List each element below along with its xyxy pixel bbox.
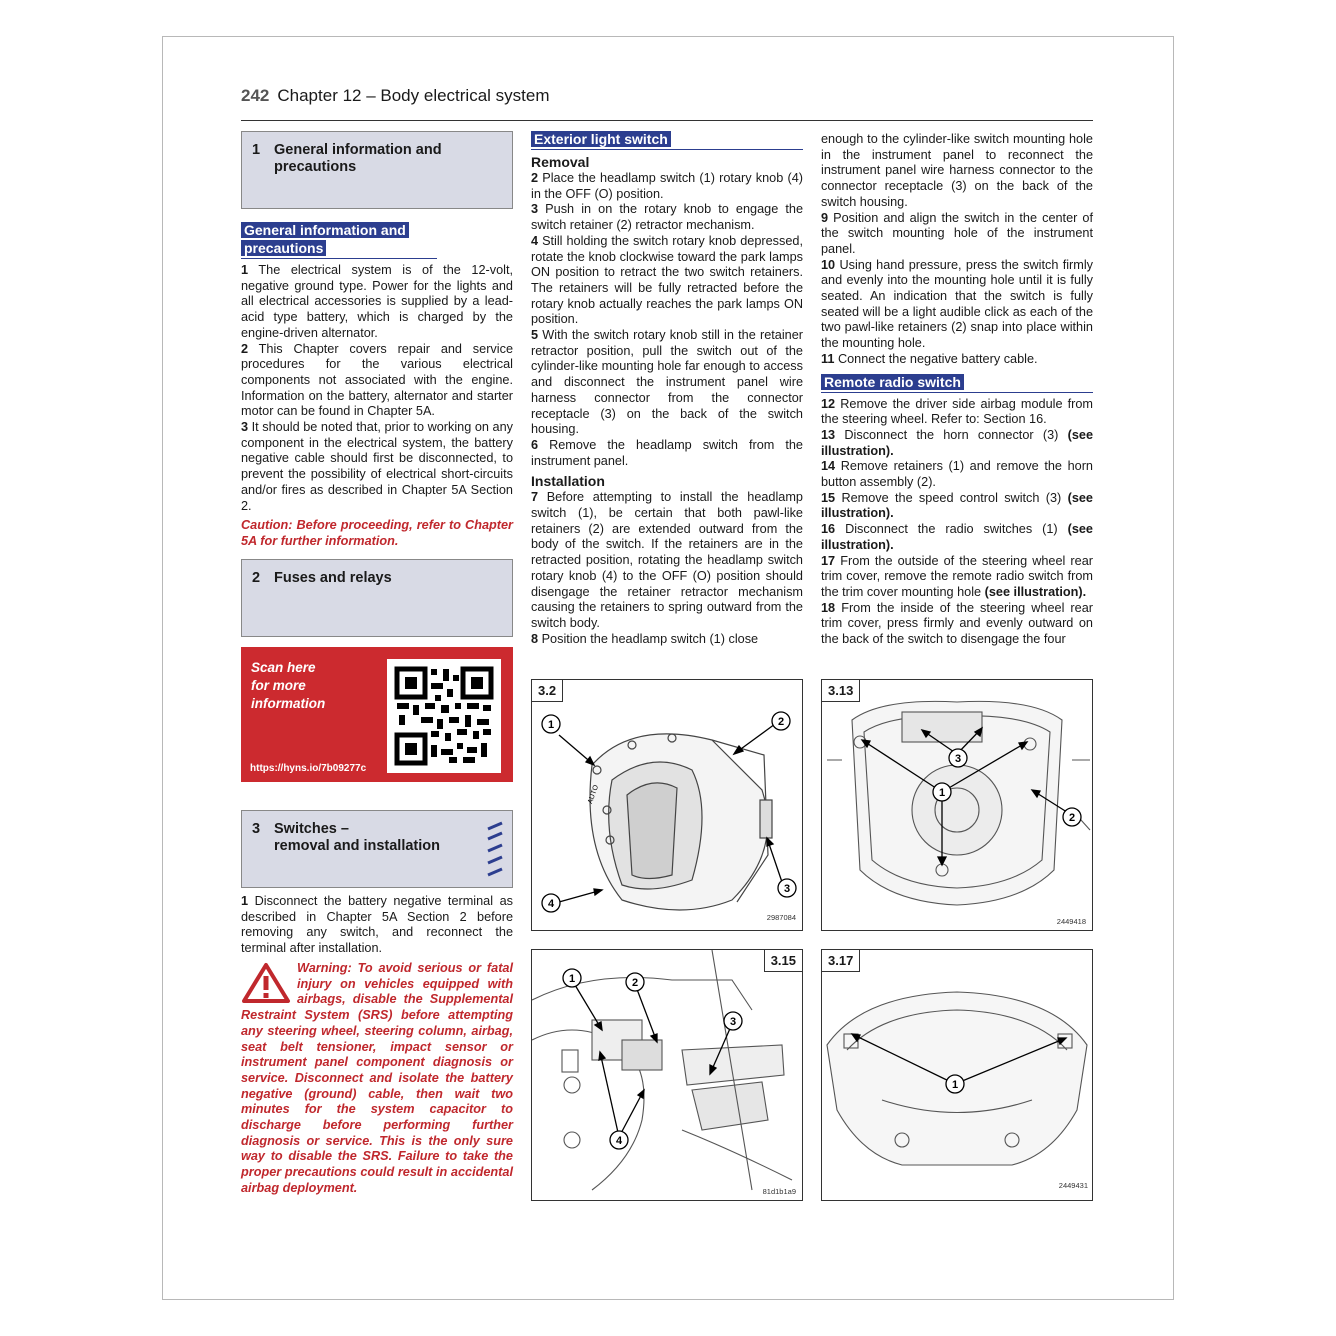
callout-3: 3 — [954, 753, 962, 765]
callout-3: 3 — [783, 883, 791, 895]
paragraph: 1 Disconnect the battery negative terminal as described in Chapter 5A Section 2 before removing any switch, and reconnect the terminal after installation. — [241, 894, 513, 956]
section-3-box: 3 Switches – removal and installation — [241, 810, 513, 888]
warning-text: Warning: To avoid serious or fatal injury on vehicles equipped with airbags, disable the Supplemental Restraint System (SRS) before attempting any steering wheel, steering column, airbag, seat belt tensioner, impact sensor or instrument panel component diagnosis or service. Disconnect and isolate the battery negative (ground) cable, then wait two minutes for the system capacitor to discharge before performing further diagnosis or service. This is the only sure way to disable the SRS. Failure to take the proper precautions could result in accidental airbag deployment. — [241, 961, 513, 1195]
figure-label: 3.17 — [821, 949, 860, 972]
paragraph: 14 Remove retainers (1) and remove the horn button assembly (2). — [821, 459, 1093, 490]
qr-panel[interactable] — [241, 647, 513, 782]
paragraph: 9 Position and align the switch in the center of the switch mounting hole of the instrument panel. — [821, 210, 1094, 256]
auto-label: AUTO — [586, 784, 601, 805]
paragraph: 5 With the switch rotary knob still in the retainer retractor position, pull the switch out of the cylinder-like mounting hole far enough to access and disconnect the instrument panel wire harness connector from the connector receptacle (3) on the back of the switch housing. — [531, 328, 804, 437]
callout-4: 4 — [547, 898, 555, 910]
page-header — [241, 86, 1093, 121]
trim-cover-drawing — [822, 950, 1093, 1201]
tools-icon — [484, 819, 506, 883]
figure-code: 81d1b1a9 — [762, 1187, 796, 1196]
section-number: 3 — [252, 821, 261, 837]
caution-note: Caution: Before proceeding, refer to Chapter 5A for further information. — [241, 518, 513, 548]
section-number: 1 — [252, 142, 261, 158]
figure-code: 2449418 — [1056, 917, 1086, 926]
col3-text — [821, 132, 1093, 648]
paragraph: 10 Using hand pressure, press the switch firmly and evenly into the mounting hole until it is fully seated. An indication that the switch is fully seated will be a light audible click as each of the two pawl-like retainers (2) snap into place within the mounting hole. — [821, 257, 1093, 351]
callout-1: 1 — [547, 719, 555, 731]
figure-label: 3.15 — [764, 949, 803, 972]
paragraph: 18 From the inside of the steering wheel rear trim cover, press firmly and evenly outward on the back of the switch to disengage the four — [821, 600, 1093, 647]
paragraph: 16 Disconnect the radio switches (1) (see illustration). — [821, 522, 1093, 552]
callout-1: 1 — [951, 1079, 959, 1091]
section-number: 2 — [252, 570, 261, 586]
qr-code-icon[interactable] — [387, 659, 501, 773]
paragraph: 13 Disconnect the horn connector (3) (see illustration). — [821, 427, 1094, 458]
paragraph: 17 From the outside of the steering wheel rear trim cover, remove the remote radio switch from the trim cover mounting hole (see illustration). — [821, 553, 1093, 599]
callout-1: 1 — [938, 787, 946, 799]
callout-2: 2 — [1068, 812, 1076, 824]
section-title: Fuses and relays — [274, 570, 392, 586]
paragraph: 2 This Chapter covers repair and service procedures for the various electrical components not associated with the engine. Information on the battery, alternator and starter motor can be found in Chapter 5A. — [241, 341, 513, 419]
headlamp-switch-drawing — [532, 680, 803, 931]
steering-column-switch-drawing — [532, 950, 803, 1201]
scan-text: Scan here for more information — [251, 660, 326, 711]
figure-3-17 — [821, 949, 1093, 1201]
callout-2: 2 — [631, 977, 639, 989]
subsection-heading: General information and precautions — [241, 222, 409, 256]
callout-3: 3 — [729, 1016, 737, 1028]
paragraph: enough to the cylinder-like switch mounting hole in the instrument panel to reconnect the instrument panel wire harness connector to the connector receptacle (3) on the back of the switch housing. — [821, 132, 1093, 209]
paragraph: 4 Still holding the switch rotary knob depressed, rotate the knob clockwise toward the park lamps ON position to retract the two switch retainers. The retainers will be fully retracted before the rotary knob actually reaches the park lamps ON position. — [531, 233, 803, 327]
figure-code: 2987084 — [766, 913, 796, 922]
paragraph: 1 The electrical system is of the 12-volt, negative ground type. Power for the lights and all electrical accessories is supplied by a lead-acid type battery, which is charged by the engine-driven alternator. — [241, 263, 513, 340]
page-number: 242 — [241, 86, 270, 105]
paragraph: 11 Connect the negative battery cable. — [821, 351, 1038, 366]
section-2-box — [241, 559, 513, 637]
paragraph: 3 It should be noted that, prior to working on any component in the electrical system, the battery negative cable should first be disconnected, to prevent the possibility of electrical short-circuits and/or fires as described in Chapter 5A Section 2. — [241, 420, 513, 513]
section-1-box — [241, 131, 513, 209]
col2-text — [531, 131, 803, 647]
figure-label: 3.2 — [531, 679, 563, 702]
callout-2: 2 — [777, 716, 785, 728]
col1-text-2 — [241, 894, 513, 957]
paragraph: 12 Remove the driver side airbag module from the steering wheel. Refer to: Section 16. — [821, 396, 1093, 427]
callout-4: 4 — [615, 1135, 623, 1147]
figure-3-13 — [821, 679, 1093, 931]
paragraph: 2 Place the headlamp switch (1) rotary knob (4) in the OFF (O) position. — [531, 171, 803, 201]
callout-1: 1 — [568, 973, 576, 985]
qr-url[interactable]: https://hyns.io/7b09277c — [250, 763, 367, 774]
paragraph: 8 Position the headlamp switch (1) close — [531, 631, 759, 646]
warning-block — [241, 961, 513, 1197]
figure-3-15 — [531, 949, 803, 1201]
paragraph: 6 Remove the headlamp switch from the instrument panel. — [531, 437, 803, 468]
warning-triangle-icon — [241, 962, 291, 1004]
subsection-heading: Remote radio switch — [821, 374, 964, 390]
section-title: General information and precautions — [274, 142, 442, 175]
subheading: Installation — [531, 473, 605, 490]
figure-label: 3.13 — [821, 679, 860, 702]
paragraph: 7 Before attempting to install the headlamp switch (1), be certain that both pawl-like retainers (2) are extended outward from the body of the switch. If the retainers are in the retracted position, rotating the headlamp switch rotary knob (4) to the OFF (O) position should disengage the retainer retractor mechanism causing the retainers to spring outward from the switch body. — [531, 490, 803, 630]
paragraph: 3 Push in on the rotary knob to engage the switch retainer (2) retractor mechanism. — [531, 202, 803, 233]
figure-code: 2449431 — [1058, 1181, 1088, 1190]
steering-wheel-rear-drawing — [822, 680, 1093, 931]
section-title: Switches – — [274, 821, 349, 837]
chapter-title: Chapter 12 – Body electrical system — [277, 86, 550, 105]
subheading: Removal — [531, 154, 590, 170]
col1-text-1 — [241, 222, 513, 550]
subsection-heading: Exterior light switch — [531, 131, 671, 147]
figure-3-2 — [531, 679, 803, 931]
paragraph: 15 Remove the speed control switch (3) (see illustration). — [821, 490, 1093, 521]
